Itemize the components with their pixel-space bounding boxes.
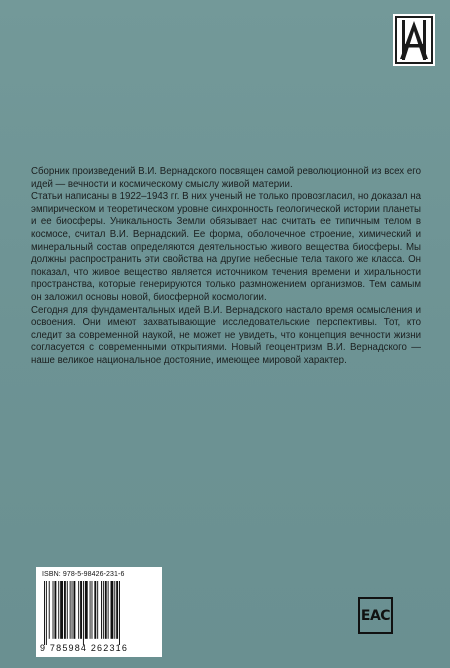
- barcode-bar: [105, 581, 107, 639]
- barcode-bar: [53, 581, 54, 639]
- barcode-bar: [46, 581, 47, 645]
- barcode-bar: [108, 581, 109, 639]
- barcode-label: [36, 567, 162, 657]
- barcode-bar: [72, 581, 73, 639]
- barcode-bar: [70, 581, 71, 639]
- paragraph: Сборник произведений В.И. Вернадского посвящен самой революционной из всех его идей — вечности и космическому смыслу живой материи.: [31, 166, 421, 190]
- paragraph: Статьи написаны в 1922–1943 гг. В них ученый не только провозгласил, но доказал на эмпирическом и теоретическом уровне синхронность геологической истории планеты и ее биосферы. Уникальность Земли обязывает нас считать ее типичным телом в космосе, считал В.И. Вернадский. Ее форма, оболочечное строение, химический и минеральный состав определяются деятельностью живого вещества биосферы. Мы должны распространить эти свойства на другие небесные тела такого же класса. Он показал, что живое вещество является источником течения времени и хиральности пространства, которые генерируются только размножением организмов. Тем самым он заложил основы новой, биосферной космологии.: [31, 191, 421, 303]
- barcode-bar: [114, 581, 115, 639]
- barcode-bar: [44, 581, 45, 645]
- barcode-bar: [92, 581, 93, 639]
- barcode-bar: [64, 581, 66, 639]
- eac-certification-mark: EAC: [358, 597, 393, 634]
- barcode-bar: [97, 581, 98, 639]
- isbn-text: ISBN: 978-5-98426-231-6: [42, 571, 125, 578]
- barcode-bar: [78, 581, 79, 639]
- barcode-bar: [103, 581, 104, 639]
- ean-digits: 9 785984 262316: [40, 643, 129, 653]
- barcode-bar: [58, 581, 59, 639]
- barcode-bar: [119, 581, 120, 645]
- barcode-bar: [49, 581, 50, 639]
- barcode-bar: [90, 581, 91, 639]
- barcode-bar: [80, 581, 82, 639]
- publisher-logo-icon: [393, 14, 435, 66]
- barcode-bar: [83, 581, 84, 645]
- barcode-bar: [111, 581, 114, 639]
- barcode-bar: [73, 581, 75, 639]
- barcode-bar: [60, 581, 63, 639]
- barcode-bar: [116, 581, 118, 639]
- barcode-bar: [101, 581, 102, 639]
- barcode-bar: [94, 581, 96, 639]
- paragraph: Сегодня для фундаментальных идей В.И. Вернадского настало время осмысления и освоения. Они имеют захватывающие исследовательские перспективы. Тот, кто следит за современной наукой, не может не увидеть, что концепция вечности жизни согласуется с современными открытиями. Новый геоцентризм В.И. Вернадского — наше великое национальное достояние, имеющее мировой характер.: [31, 304, 421, 366]
- barcode-bar: [67, 581, 68, 639]
- barcode-bar: [85, 581, 88, 639]
- barcode-icon: [42, 581, 156, 645]
- annotation-text: [31, 166, 421, 368]
- barcode-bar: [54, 581, 56, 639]
